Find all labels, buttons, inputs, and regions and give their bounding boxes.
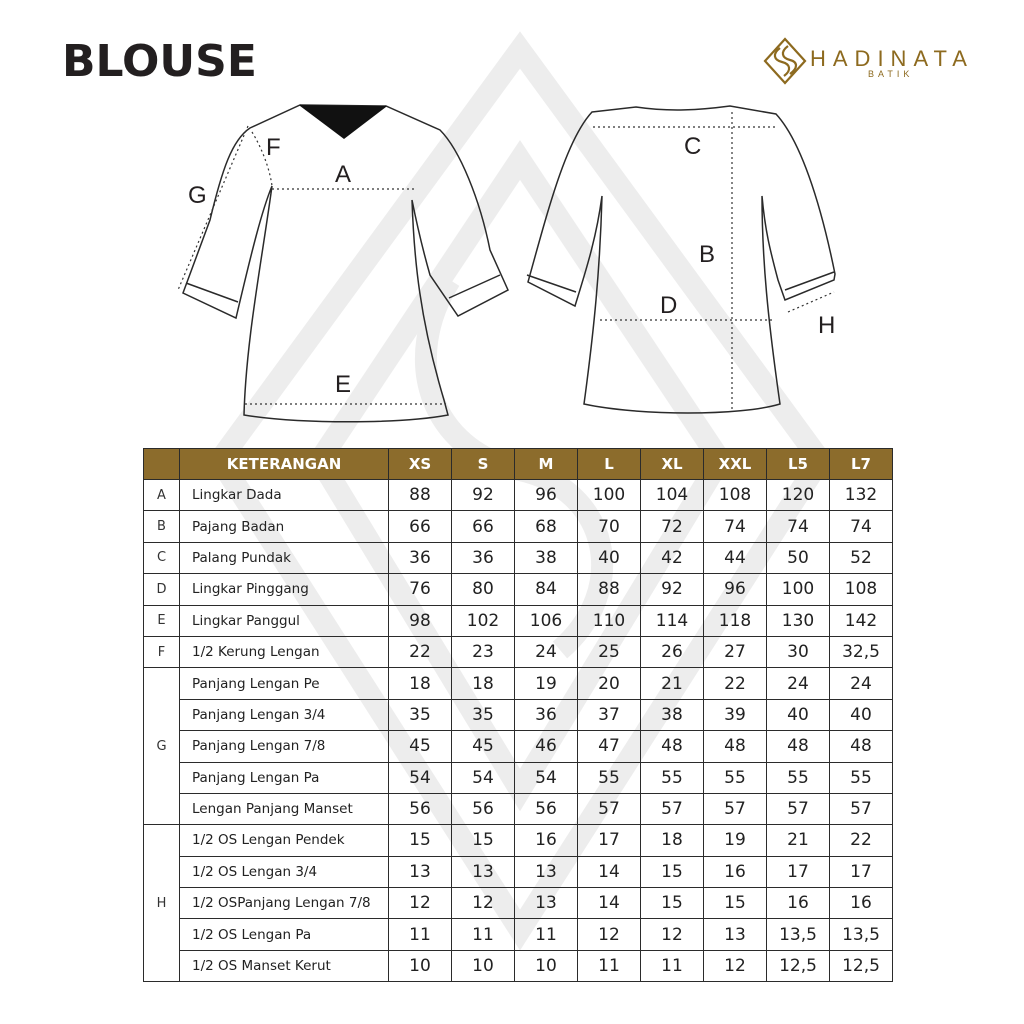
cell-value: 11	[515, 919, 578, 950]
cell-value: 70	[578, 511, 641, 542]
table-row	[144, 888, 893, 919]
label-f: F	[266, 134, 281, 161]
back-blouse-outline	[528, 106, 835, 413]
cell-value: 55	[830, 762, 893, 793]
cell-value: 55	[704, 762, 767, 793]
cell-value: 57	[578, 793, 641, 824]
table-row	[144, 950, 893, 981]
cell-value: 18	[641, 825, 704, 856]
table-row	[144, 731, 893, 762]
cell-value: 35	[452, 699, 515, 730]
cell-value: 42	[641, 542, 704, 573]
cell-value: 100	[767, 574, 830, 605]
cell-value: 18	[452, 668, 515, 699]
table-row	[144, 793, 893, 824]
cell-value: 102	[452, 605, 515, 636]
cell-value: 96	[515, 480, 578, 511]
cell-value: 52	[830, 542, 893, 573]
cell-value: 17	[578, 825, 641, 856]
cell-value: 23	[452, 636, 515, 667]
cell-value: 25	[578, 636, 641, 667]
cell-value: 19	[704, 825, 767, 856]
cell-value: 20	[578, 668, 641, 699]
cell-value: 66	[389, 511, 452, 542]
cell-value: 38	[641, 699, 704, 730]
cell-value: 24	[515, 636, 578, 667]
cell-value: 12	[578, 919, 641, 950]
cell-value: 100	[578, 480, 641, 511]
cell-value: 38	[515, 542, 578, 573]
cell-value: 10	[389, 950, 452, 981]
cell-value: 108	[830, 574, 893, 605]
cell-value: 48	[830, 731, 893, 762]
row-code: C	[144, 542, 180, 573]
cell-value: 56	[452, 793, 515, 824]
row-code: D	[144, 574, 180, 605]
row-code: E	[144, 605, 180, 636]
cell-value: 92	[641, 574, 704, 605]
cell-value: 66	[452, 511, 515, 542]
size-chart-table	[143, 448, 893, 982]
cell-value: 11	[578, 950, 641, 981]
page-title: BLOUSE	[62, 36, 257, 87]
row-label: Palang Pundak	[180, 542, 389, 573]
cell-value: 57	[704, 793, 767, 824]
cell-value: 12,5	[830, 950, 893, 981]
row-label: Panjang Lengan 3/4	[180, 699, 389, 730]
cell-value: 14	[578, 856, 641, 887]
cell-value: 54	[452, 762, 515, 793]
table-row	[144, 699, 893, 730]
cell-value: 45	[389, 731, 452, 762]
row-code: B	[144, 511, 180, 542]
row-code: H	[144, 825, 180, 982]
brand-name: HADINATA	[810, 46, 974, 71]
cell-value: 55	[578, 762, 641, 793]
cell-value: 55	[767, 762, 830, 793]
cell-value: 13	[452, 856, 515, 887]
cell-value: 16	[515, 825, 578, 856]
cell-value: 88	[578, 574, 641, 605]
table-row	[144, 542, 893, 573]
cell-value: 57	[767, 793, 830, 824]
table-row	[144, 511, 893, 542]
cell-value: 13	[704, 919, 767, 950]
cell-value: 15	[641, 888, 704, 919]
cell-value: 56	[389, 793, 452, 824]
cell-value: 44	[704, 542, 767, 573]
cell-value: 108	[704, 480, 767, 511]
cell-value: 22	[389, 636, 452, 667]
row-label: Panjang Lengan 7/8	[180, 731, 389, 762]
row-label: Lingkar Panggul	[180, 605, 389, 636]
header-l7: L7	[830, 449, 893, 480]
row-label: Lingkar Pinggang	[180, 574, 389, 605]
cell-value: 74	[767, 511, 830, 542]
cell-value: 24	[767, 668, 830, 699]
cell-value: 14	[578, 888, 641, 919]
row-label: Panjang Lengan Pe	[180, 668, 389, 699]
cell-value: 17	[830, 856, 893, 887]
table-row	[144, 668, 893, 699]
label-d: D	[660, 292, 678, 319]
cell-value: 16	[704, 856, 767, 887]
row-label: Lingkar Dada	[180, 480, 389, 511]
cell-value: 39	[704, 699, 767, 730]
header-m: M	[515, 449, 578, 480]
cell-value: 11	[389, 919, 452, 950]
cell-value: 10	[515, 950, 578, 981]
cell-value: 80	[452, 574, 515, 605]
cell-value: 12,5	[767, 950, 830, 981]
row-code: A	[144, 480, 180, 511]
cell-value: 11	[641, 950, 704, 981]
cell-value: 47	[578, 731, 641, 762]
cell-value: 74	[704, 511, 767, 542]
cell-value: 13	[515, 888, 578, 919]
table-header-row	[144, 449, 893, 480]
cell-value: 68	[515, 511, 578, 542]
cell-value: 16	[767, 888, 830, 919]
row-label: Panjang Lengan Pa	[180, 762, 389, 793]
cell-value: 98	[389, 605, 452, 636]
cell-value: 48	[641, 731, 704, 762]
cell-value: 48	[704, 731, 767, 762]
cell-value: 40	[767, 699, 830, 730]
row-code: F	[144, 636, 180, 667]
cell-value: 22	[704, 668, 767, 699]
label-g: G	[188, 182, 207, 209]
cell-value: 21	[641, 668, 704, 699]
header-xxl: XXL	[704, 449, 767, 480]
cell-value: 26	[641, 636, 704, 667]
cell-value: 74	[830, 511, 893, 542]
cell-value: 32,5	[830, 636, 893, 667]
cell-value: 11	[452, 919, 515, 950]
row-label: Pajang Badan	[180, 511, 389, 542]
blouse-diagram	[0, 0, 1024, 440]
cell-value: 13,5	[830, 919, 893, 950]
cell-value: 17	[767, 856, 830, 887]
cell-value: 88	[389, 480, 452, 511]
label-c: C	[684, 133, 702, 160]
cell-value: 40	[830, 699, 893, 730]
cell-value: 142	[830, 605, 893, 636]
cell-value: 15	[704, 888, 767, 919]
cell-value: 13,5	[767, 919, 830, 950]
cell-value: 19	[515, 668, 578, 699]
row-label: 1/2 Kerung Lengan	[180, 636, 389, 667]
cell-value: 21	[767, 825, 830, 856]
cell-value: 118	[704, 605, 767, 636]
cell-value: 132	[830, 480, 893, 511]
table-row	[144, 574, 893, 605]
cell-value: 104	[641, 480, 704, 511]
cell-value: 15	[389, 825, 452, 856]
brand-subtitle: BATIK	[868, 69, 914, 79]
row-label: 1/2 OS Lengan Pendek	[180, 825, 389, 856]
cell-value: 12	[641, 919, 704, 950]
row-label: 1/2 OSPanjang Lengan 7/8	[180, 888, 389, 919]
table-row	[144, 856, 893, 887]
cell-value: 72	[641, 511, 704, 542]
label-b: B	[699, 241, 716, 268]
row-label: 1/2 OS Lengan Pa	[180, 919, 389, 950]
cell-value: 10	[452, 950, 515, 981]
table-row	[144, 605, 893, 636]
row-label: Lengan Panjang Manset	[180, 793, 389, 824]
table-row	[144, 480, 893, 511]
label-e: E	[335, 371, 352, 398]
cell-value: 130	[767, 605, 830, 636]
cell-value: 27	[704, 636, 767, 667]
row-label: 1/2 OS Lengan 3/4	[180, 856, 389, 887]
cell-value: 46	[515, 731, 578, 762]
cell-value: 84	[515, 574, 578, 605]
cell-value: 50	[767, 542, 830, 573]
cell-value: 22	[830, 825, 893, 856]
header-xs: XS	[389, 449, 452, 480]
cell-value: 13	[389, 856, 452, 887]
table-row	[144, 636, 893, 667]
cell-value: 35	[389, 699, 452, 730]
cell-value: 12	[389, 888, 452, 919]
cell-value: 96	[704, 574, 767, 605]
row-label: 1/2 OS Manset Kerut	[180, 950, 389, 981]
cell-value: 24	[830, 668, 893, 699]
cell-value: 114	[641, 605, 704, 636]
header-code-col	[144, 449, 180, 480]
header-l5: L5	[767, 449, 830, 480]
cell-value: 18	[389, 668, 452, 699]
cell-value: 37	[578, 699, 641, 730]
cell-value: 76	[389, 574, 452, 605]
cell-value: 92	[452, 480, 515, 511]
header-keterangan: KETERANGAN	[180, 449, 389, 480]
cell-value: 30	[767, 636, 830, 667]
cell-value: 48	[767, 731, 830, 762]
cell-value: 36	[389, 542, 452, 573]
cell-value: 57	[641, 793, 704, 824]
cell-value: 120	[767, 480, 830, 511]
cell-value: 106	[515, 605, 578, 636]
cell-value: 55	[641, 762, 704, 793]
cell-value: 36	[452, 542, 515, 573]
cell-value: 36	[515, 699, 578, 730]
cell-value: 56	[515, 793, 578, 824]
cell-value: 12	[452, 888, 515, 919]
cell-value: 45	[452, 731, 515, 762]
header-s: S	[452, 449, 515, 480]
cell-value: 13	[515, 856, 578, 887]
table-row	[144, 825, 893, 856]
cell-value: 16	[830, 888, 893, 919]
cell-value: 54	[515, 762, 578, 793]
header-l: L	[578, 449, 641, 480]
label-h: H	[818, 312, 836, 339]
table-row	[144, 919, 893, 950]
cell-value: 57	[830, 793, 893, 824]
cell-value: 110	[578, 605, 641, 636]
cell-value: 54	[389, 762, 452, 793]
cell-value: 15	[641, 856, 704, 887]
header-xl: XL	[641, 449, 704, 480]
label-a: A	[335, 161, 352, 188]
table-row	[144, 762, 893, 793]
cell-value: 12	[704, 950, 767, 981]
cell-value: 15	[452, 825, 515, 856]
row-code: G	[144, 668, 180, 825]
cell-value: 40	[578, 542, 641, 573]
